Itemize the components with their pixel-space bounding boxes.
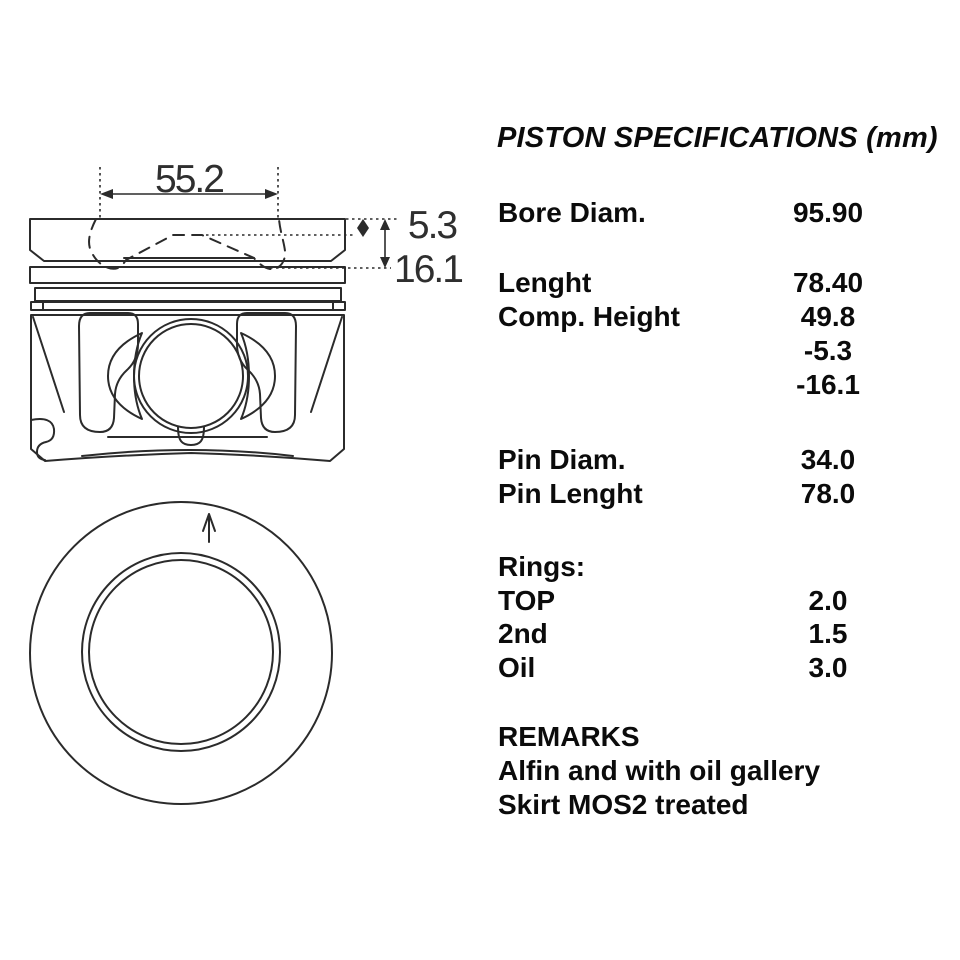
spec-label: 2nd <box>498 618 548 649</box>
spec-row-comp-height <box>498 300 938 334</box>
spec-row-comp-height-minus2 <box>498 368 938 402</box>
arrowhead-left <box>100 189 113 199</box>
spec-value: 95.90 <box>792 197 864 228</box>
spec-row-ring-2nd <box>498 617 938 651</box>
dim-label-crown-width: 55.2 <box>155 158 223 201</box>
remarks-line-1 <box>498 754 938 788</box>
spec-value: -5.3 <box>803 335 853 366</box>
ring-land-2 <box>30 267 345 283</box>
dim-label-bowl-lip-depth: 5.3 <box>407 204 457 247</box>
boss-face-left <box>108 333 142 419</box>
pin-bore-outer <box>134 319 248 433</box>
arrowhead-16-1-down <box>380 257 390 268</box>
spec-value: 1.5 <box>808 618 848 649</box>
spec-value: 78.40 <box>792 267 864 298</box>
dimension-labels <box>155 158 462 291</box>
spec-value: 49.8 <box>800 301 856 332</box>
spec-label: Bore Diam. <box>498 197 646 228</box>
skirt-inner-wall-left <box>33 317 64 412</box>
spec-label: Pin Lenght <box>498 478 643 509</box>
rings-heading: Rings: <box>498 551 586 582</box>
ring-land-4-steps <box>43 302 333 310</box>
piston-crown-outline <box>30 219 345 261</box>
spec-row-pin-diam <box>498 443 938 477</box>
crown-outer-circle <box>30 502 332 804</box>
spec-value: 2.0 <box>808 585 848 616</box>
dimension-lines <box>100 167 397 268</box>
skirt-circlip-notch <box>31 419 54 460</box>
remarks-line-2 <box>498 788 938 822</box>
spec-label: Lenght <box>498 267 592 298</box>
remarks-text: Alfin and with oil gallery <box>498 755 821 786</box>
arrowhead-right <box>265 189 278 199</box>
front-mark-arrow <box>203 514 215 542</box>
piston-skirt-outline <box>31 315 344 461</box>
boss-window-right <box>237 313 296 432</box>
arrowhead-5-3-up <box>357 219 369 228</box>
remarks-heading-label: REMARKS <box>498 721 640 752</box>
spec-row-ring-oil <box>498 651 938 685</box>
spec-label: Pin Diam. <box>498 444 626 475</box>
piston-side-section-view <box>30 219 345 461</box>
ring-land-3 <box>35 288 341 301</box>
spec-row-comp-height-minus1 <box>498 334 938 368</box>
ring-land-4 <box>31 302 345 310</box>
spec-row-rings-heading <box>498 550 938 584</box>
arrowhead-5-3-down <box>357 228 369 237</box>
pin-bore-inner <box>139 324 243 428</box>
bowl-rim-outer-circle <box>82 553 280 751</box>
spec-row-pin-length <box>498 477 938 511</box>
spec-value: -16.1 <box>796 369 860 400</box>
spec-label: Oil <box>498 652 536 683</box>
boss-face-right <box>241 333 275 419</box>
spec-value: 78.0 <box>800 478 856 509</box>
spec-value: 34.0 <box>800 444 856 475</box>
remarks-text: Skirt MOS2 treated <box>498 789 749 820</box>
dimension-arrowheads <box>100 189 390 268</box>
dim-label-bowl-depth: 16.1 <box>394 248 462 291</box>
spec-row-bore-diam <box>498 196 938 230</box>
skirt-inner-wall-right <box>311 317 342 412</box>
spec-label: Comp. Height <box>498 301 680 332</box>
spec-label: TOP <box>498 585 556 616</box>
spec-row-length <box>498 266 938 300</box>
page-title: PISTON SPECIFICATIONS (mm) <box>497 122 938 154</box>
bowl-rim-inner-circle <box>89 560 273 744</box>
spec-row-ring-top <box>498 584 938 618</box>
remarks-heading <box>498 720 938 754</box>
piston-top-view <box>30 502 332 804</box>
spec-value: 3.0 <box>808 652 848 683</box>
arrowhead-16-1-up <box>380 219 390 230</box>
